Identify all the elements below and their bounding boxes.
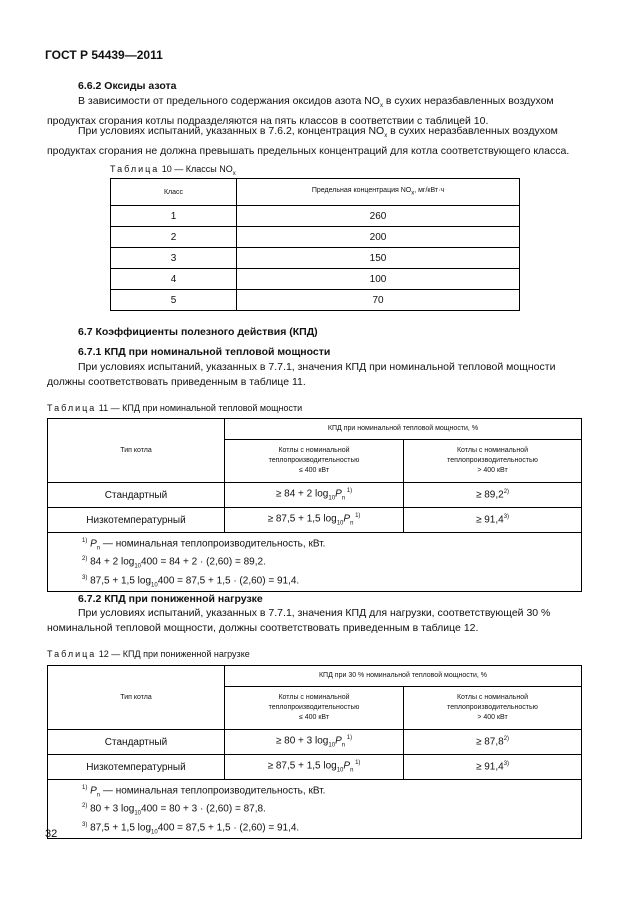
cell-formula	[225, 730, 404, 755]
text-fragment: 87,5 + 1,5 log	[87, 574, 152, 586]
table-header-row	[48, 419, 582, 440]
text-fragment: При условиях испытаний, указанных в 7.6.2, концентрация NO	[78, 125, 385, 137]
page-number: 32	[45, 828, 58, 840]
footnote-3	[82, 573, 581, 591]
superscript: 1)	[82, 785, 88, 791]
cell-value: 100	[237, 269, 520, 290]
text-fragment: P	[87, 785, 97, 797]
superscript: 1)	[82, 538, 88, 544]
table10-caption	[110, 164, 236, 177]
table-12	[47, 665, 582, 839]
cell-class: 4	[111, 269, 237, 290]
caption-prefix: Таблица	[110, 164, 160, 174]
cell-value	[404, 755, 582, 780]
section-title-6-7-1: 6.7.1 КПД при номинальной тепловой мощности	[78, 346, 331, 358]
cell-class: 2	[111, 227, 237, 248]
text-fragment: P	[87, 538, 97, 550]
text-line: Котлы с номинальной	[278, 447, 350, 454]
table-header-row	[48, 666, 582, 687]
text-fragment: ≥ 84 + 2 log	[275, 488, 329, 500]
subscript: n	[341, 495, 346, 502]
subscript: 10	[328, 495, 336, 502]
paragraph-reduced-load: При условиях испытаний, указанных в 7.7.1, значения КПД для нагрузки, соответствующей 30 % номинальной тепловой мощности, должны соответствовать приведенным в таблице 12.	[47, 607, 551, 634]
footnote-1	[82, 783, 581, 801]
subscript: 10	[134, 810, 142, 817]
text-fragment: ≥ 89,2	[475, 489, 504, 501]
text-fragment: 400 = 87,5 + 1,5 · (2,60) = 91,4.	[157, 821, 300, 833]
text-line: теплопроизводительностью	[268, 457, 360, 464]
text-fragment: ≥ 87,5 + 1,5 log	[267, 760, 337, 772]
cell-formula	[225, 483, 404, 508]
footnote-1	[82, 536, 581, 554]
text-fragment: 400 = 84 + 2 · (2,60) = 89,2.	[141, 556, 266, 568]
text-fragment: P	[343, 513, 351, 525]
text-fragment: — номинальная теплопроизводительность, кВт.	[100, 785, 326, 797]
subscript: 10	[151, 828, 158, 835]
table-row	[111, 269, 520, 290]
text-fragment: в сухих неразбавленных воздухом продуктах сгорания не должна превышать предельных концентраций для котла соответствующего класса.	[47, 125, 570, 158]
text-fragment: 400 = 80 + 3 · (2,60) = 87,8.	[141, 803, 266, 815]
cell-boiler-type: Стандартный	[48, 483, 225, 508]
text-line: ≤ 400 кВт	[298, 714, 330, 721]
text-fragment: 84 + 2 log	[87, 556, 135, 568]
subscript: n	[96, 792, 101, 799]
col-efficiency-group: КПД при 30 % номинальной тепловой мощности, %	[225, 666, 582, 687]
caption-text: 10 — Классы NO	[159, 164, 233, 174]
text-line: Котлы с номинальной	[456, 447, 528, 454]
section-title-6-7-2: 6.7.2 КПД при пониженной нагрузке	[78, 593, 263, 605]
col-boiler-type: Тип котла	[48, 666, 225, 730]
paragraph-nominal-efficiency: При условиях испытаний, указанных в 7.7.1, значения КПД при номинальной тепловой мощности должны соответствовать приведенным в таблице 11.	[47, 361, 556, 388]
text-fragment: P	[335, 735, 342, 747]
text-line: теплопроизводительностью	[447, 457, 538, 464]
subscript: x	[384, 133, 388, 140]
cell-formula	[225, 755, 404, 780]
subscript: x	[379, 103, 383, 110]
table-row	[111, 290, 520, 311]
section-title-6-7: 6.7 Коэффициенты полезного действия (КПД)	[78, 326, 318, 338]
superscript: 3)	[82, 574, 88, 581]
subscript: 10	[328, 742, 336, 749]
text-line: теплопроизводительностью	[268, 704, 360, 711]
cell-value	[404, 508, 582, 533]
caption-prefix: Таблица	[47, 649, 97, 659]
table-row	[111, 206, 520, 227]
superscript: 3)	[82, 821, 88, 828]
caption-prefix: Таблица	[47, 403, 97, 413]
subscript: x	[232, 170, 236, 177]
cell-boiler-type: Стандартный	[48, 730, 225, 755]
caption-text: 12 — КПД при пониженной нагрузке	[96, 649, 250, 659]
text-fragment: ≥ 87,5 + 1,5 log	[267, 513, 337, 525]
table-row	[48, 508, 582, 533]
superscript: 2)	[503, 736, 510, 743]
table12-caption	[47, 649, 250, 659]
table-11	[47, 418, 582, 592]
caption-text: 11 — КПД при номинальной тепловой мощности	[96, 403, 303, 413]
text-line: > 400 кВт	[477, 714, 508, 721]
col-concentration	[237, 179, 520, 206]
col-le-400	[225, 440, 404, 483]
superscript: 3)	[503, 514, 510, 521]
subscript: n	[96, 545, 101, 552]
table-footnotes-row	[48, 533, 582, 592]
col-class: Класс	[111, 179, 237, 206]
superscript: 2)	[503, 489, 510, 496]
text-fragment: ≥ 80 + 3 log	[275, 735, 329, 747]
subscript: n	[341, 742, 346, 749]
subscript: 10	[151, 581, 158, 588]
col-boiler-type: Тип котла	[48, 419, 225, 483]
cell-class: 5	[111, 290, 237, 311]
text-fragment: 400 = 87,5 + 1,5 · (2,60) = 91,4.	[157, 574, 300, 586]
table-row	[48, 755, 582, 780]
text-fragment: , мг/кВт·ч	[414, 187, 445, 195]
table11-caption	[47, 403, 302, 413]
cell-value	[404, 483, 582, 508]
text-line: Котлы с номинальной	[278, 694, 350, 701]
table-row	[48, 483, 582, 508]
table-footnotes	[48, 780, 582, 839]
superscript: 1)	[353, 513, 361, 520]
footnote-2	[82, 801, 581, 819]
subscript: x	[411, 190, 415, 197]
cell-value: 260	[237, 206, 520, 227]
table-footnotes	[48, 533, 582, 592]
text-fragment: 87,5 + 1,5 log	[87, 821, 152, 833]
text-line: > 400 кВт	[477, 467, 508, 474]
col-gt-400	[404, 687, 582, 730]
text-fragment: В зависимости от предельного содержания оксидов азота NO	[78, 95, 380, 107]
superscript: 1)	[353, 760, 361, 767]
cell-formula	[225, 508, 404, 533]
cell-class: 3	[111, 248, 237, 269]
cell-value: 150	[237, 248, 520, 269]
cell-value: 70	[237, 290, 520, 311]
cell-boiler-type: Низкотемпературный	[48, 508, 225, 533]
text-fragment: P	[343, 760, 351, 772]
table-10	[110, 178, 520, 311]
text-line: Котлы с номинальной	[456, 694, 528, 701]
text-fragment: в сухих неразбавленных воздухом продуктах сгорания котлы подразделяются на пять классов в соответствии с таблицей 10.	[47, 95, 554, 128]
superscript: 1)	[345, 735, 353, 742]
text-fragment: P	[335, 488, 342, 500]
text-fragment: — номинальная теплопроизводительность, кВт.	[100, 538, 326, 550]
col-gt-400	[404, 440, 582, 483]
text-line: теплопроизводительностью	[447, 704, 538, 711]
col-efficiency-group: КПД при номинальной тепловой мощности, %	[225, 419, 582, 440]
subscript: 10	[336, 767, 344, 774]
subscript: n	[350, 520, 354, 527]
text-fragment: Предельная концентрация NO	[311, 187, 412, 195]
col-le-400	[225, 687, 404, 730]
table-row	[48, 730, 582, 755]
table-row	[111, 227, 520, 248]
text-line: ≤ 400 кВт	[298, 467, 330, 474]
subscript: 10	[336, 520, 344, 527]
cell-class: 1	[111, 206, 237, 227]
footnote-2	[82, 554, 581, 572]
table-row	[111, 248, 520, 269]
section-title-6-6-2: 6.6.2 Оксиды азота	[78, 80, 177, 92]
superscript: 2)	[82, 803, 88, 810]
paragraph-nox-limits	[47, 124, 585, 159]
superscript: 2)	[82, 556, 88, 563]
footnote-3	[82, 820, 581, 838]
subscript: n	[350, 767, 354, 774]
cell-value	[404, 730, 582, 755]
text-fragment: ≥ 87,8	[475, 736, 504, 748]
table-header-row	[111, 179, 520, 206]
cell-value: 200	[237, 227, 520, 248]
superscript: 1)	[345, 488, 353, 495]
table-footnotes-row	[48, 780, 582, 839]
cell-boiler-type: Низкотемпературный	[48, 755, 225, 780]
text-fragment: 80 + 3 log	[87, 803, 135, 815]
document-header: ГОСТ Р 54439—2011	[45, 48, 163, 62]
text-fragment: ≥ 91,4	[475, 514, 504, 526]
subscript: 10	[134, 563, 142, 570]
superscript: 3)	[503, 761, 510, 768]
text-fragment: ≥ 91,4	[475, 761, 504, 773]
